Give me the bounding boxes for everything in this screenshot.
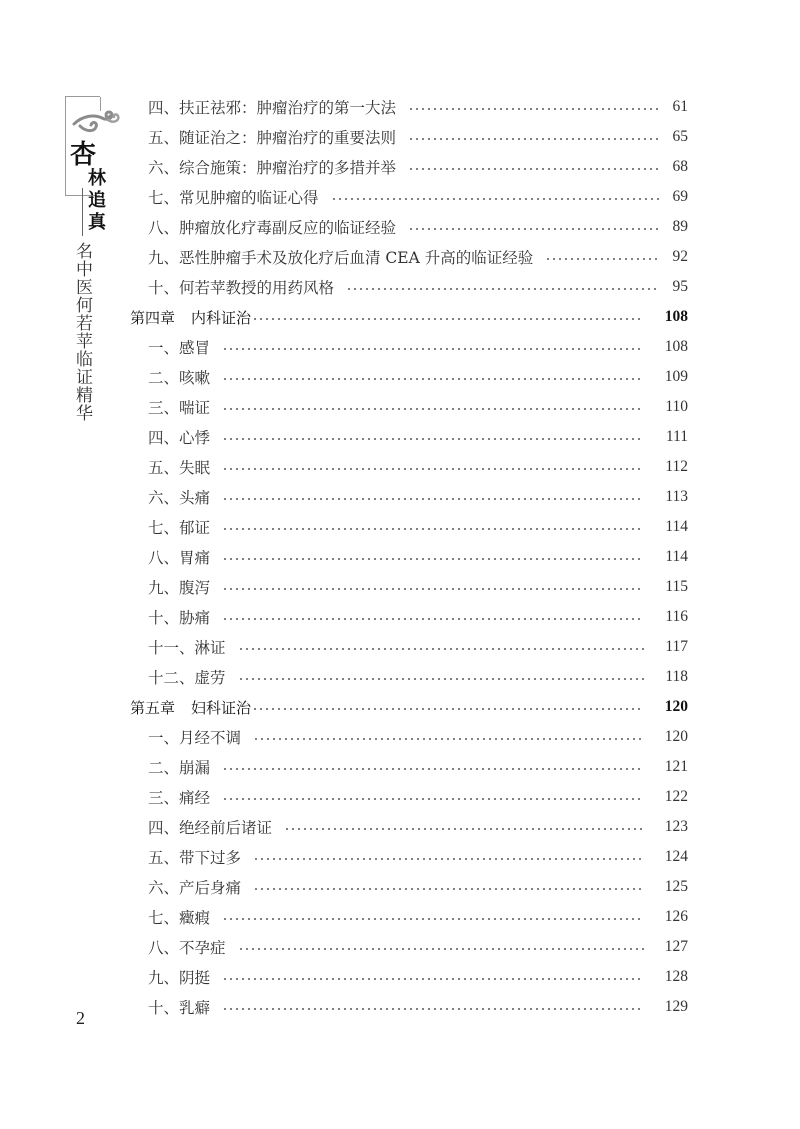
toc-entry[interactable] [148,842,688,872]
dot-leader [222,528,644,530]
cloud-ornament-icon [72,110,122,136]
toc-entry-title: 九、腹泻 [148,579,211,597]
toc-entry-title: 三、痛经 [148,789,211,807]
toc-entry-page: 114 [665,548,688,565]
dot-leader [252,708,644,710]
dot-leader [346,288,660,290]
toc-entry[interactable] [148,722,688,752]
toc-entry-page: 111 [665,428,688,445]
dot-leader [222,588,644,590]
dot-leader [222,498,644,500]
toc-entry[interactable] [148,752,688,782]
toc-entry-title: 七、常见肿瘤的临证心得 [148,189,319,207]
toc-entry[interactable] [148,782,688,812]
dot-leader [222,798,644,800]
toc-entry-page: 123 [664,818,688,835]
toc-entry-title: 八、不孕症 [148,939,226,957]
toc-entry[interactable] [148,602,688,632]
dot-leader [408,138,660,140]
toc-entry[interactable] [148,992,688,1022]
dot-leader [238,648,644,650]
dot-leader [222,378,644,380]
dot-leader [222,408,644,410]
toc-entry[interactable] [148,392,688,422]
dot-leader [222,468,644,470]
dot-leader [222,438,644,440]
dot-leader [222,1008,644,1010]
toc-entry-title: 四、扶正祛邪：肿瘤治疗的第一大法 [148,99,397,117]
toc-entry-page: 116 [665,608,688,625]
toc-entry-page: 110 [665,398,688,415]
toc-entry[interactable] [148,542,688,572]
toc-entry-page: 125 [664,878,688,895]
brand-char-2: 林 [88,168,106,189]
dot-leader [331,198,660,200]
toc-entry-page: 113 [665,488,688,505]
toc-entry[interactable] [148,422,688,452]
chapter-page: 108 [664,308,688,325]
toc-entry-title: 六、头痛 [148,489,211,507]
toc-entry[interactable] [148,452,688,482]
chapter-title: 妇科证治 [191,698,252,717]
toc-entry-title: 五、随证治之：肿瘤治疗的重要法则 [148,129,397,147]
toc-entry-page: 126 [664,908,688,925]
toc-entry-page: 61 [672,98,688,115]
toc-entry-page: 95 [672,278,688,295]
brand-char-1: 杏 [70,140,97,170]
toc-entry-title: 五、失眠 [148,459,211,477]
dot-leader [253,738,644,740]
toc-entry[interactable] [148,572,688,602]
toc-entry[interactable] [148,662,688,692]
toc-entry-title: 八、肿瘤放化疗毒副反应的临证经验 [148,219,397,237]
toc-entry[interactable] [148,362,688,392]
toc-entry-page: 118 [665,668,688,685]
dot-leader [222,558,644,560]
dot-leader [222,918,644,920]
toc-entry-page: 108 [664,338,688,355]
toc-entry-title: 二、咳嗽 [148,369,211,387]
toc-entry-title: 一、感冒 [148,339,211,357]
toc-entry[interactable] [148,632,688,662]
toc-entry-page: 117 [665,638,688,655]
toc-entry-title: 四、绝经前后诸证 [148,819,273,837]
toc-entry-title: 六、综合施策：肿瘤治疗的多措并举 [148,159,397,177]
toc-entry[interactable] [148,182,688,212]
toc-chapter-4[interactable] [130,302,688,332]
toc-entry[interactable] [148,932,688,962]
dot-leader [222,978,644,980]
dot-leader [253,858,644,860]
toc-entry-title: 四、心悸 [148,429,211,447]
chapter-number: 第四章 [130,308,176,327]
toc-entry[interactable] [148,332,688,362]
toc-entry-title: 八、胃痛 [148,549,211,567]
toc-entry-page: 114 [665,518,688,535]
page-number: 2 [76,1008,85,1028]
toc-entry-title: 九、阴挺 [148,969,211,987]
dot-leader [238,678,644,680]
dot-leader [238,948,644,950]
toc-entry[interactable] [148,482,688,512]
toc-entry[interactable] [148,812,688,842]
dot-leader [253,888,644,890]
toc-entry[interactable] [148,512,688,542]
toc-entry[interactable] [148,122,688,152]
toc-entry-page: 109 [664,368,688,385]
toc-entry[interactable] [148,92,688,122]
toc-entry-page: 129 [664,998,688,1015]
toc-entry-page: 92 [672,248,688,265]
toc-entry-page: 115 [665,578,688,595]
dot-leader [545,258,660,260]
toc-entry-title: 七、郁证 [148,519,211,537]
toc-entry[interactable] [148,212,688,242]
toc-entry-title: 十一、淋证 [148,639,226,657]
toc-entry-page: 112 [665,458,688,475]
dot-leader [222,348,644,350]
toc-entry[interactable] [148,242,688,272]
dot-leader [252,318,644,320]
brand-char-4: 真 [88,212,106,233]
toc-entry-page: 124 [664,848,688,865]
dot-leader [284,828,644,830]
toc-entry-page: 65 [672,128,688,145]
book-series-emblem [60,96,110,426]
toc-entry-title: 十、胁痛 [148,609,211,627]
toc-entry-page: 69 [672,188,688,205]
toc-entry-title: 十、乳癖 [148,999,211,1017]
chapter-page: 120 [664,698,688,715]
dot-leader [222,618,644,620]
toc-entry[interactable] [148,902,688,932]
toc-entry-title: 七、癥瘕 [148,909,211,927]
dot-leader [222,768,644,770]
toc-entry[interactable] [148,962,688,992]
dot-leader [408,108,660,110]
toc-entry[interactable] [148,872,688,902]
toc-entry-page: 121 [664,758,688,775]
emblem-divider [82,188,83,236]
toc-entry-page: 128 [664,968,688,985]
toc-entry-page: 120 [664,728,688,745]
dot-leader [408,228,660,230]
toc-entry-page: 122 [664,788,688,805]
dot-leader [408,168,660,170]
toc-entry-title: 一、月经不调 [148,729,242,747]
toc-entry-title: 六、产后身痛 [148,879,242,897]
chapter-number: 第五章 [130,698,176,717]
toc-entry[interactable] [148,272,688,302]
toc-entry-title: 三、喘证 [148,399,211,417]
chapter-title: 内科证治 [191,308,252,327]
toc-entry-title: 十、何若苹教授的用药风格 [148,279,335,297]
toc-entry-page: 127 [664,938,688,955]
toc-entry-title: 二、崩漏 [148,759,211,777]
toc-entry[interactable] [148,152,688,182]
toc-chapter-5[interactable] [130,692,688,722]
toc-entry-page: 89 [672,218,688,235]
brand-char-3: 追 [88,190,106,211]
toc-entry-title: 九、恶性肿瘤手术及放化疗后血清 CEA 升高的临证经验 [148,249,534,267]
toc-entry-page: 68 [672,158,688,175]
toc-entry-title: 五、带下过多 [148,849,242,867]
toc-entry-title: 十二、虚劳 [148,669,226,687]
book-subtitle: 名中医何若苹临证精华 [72,242,92,422]
